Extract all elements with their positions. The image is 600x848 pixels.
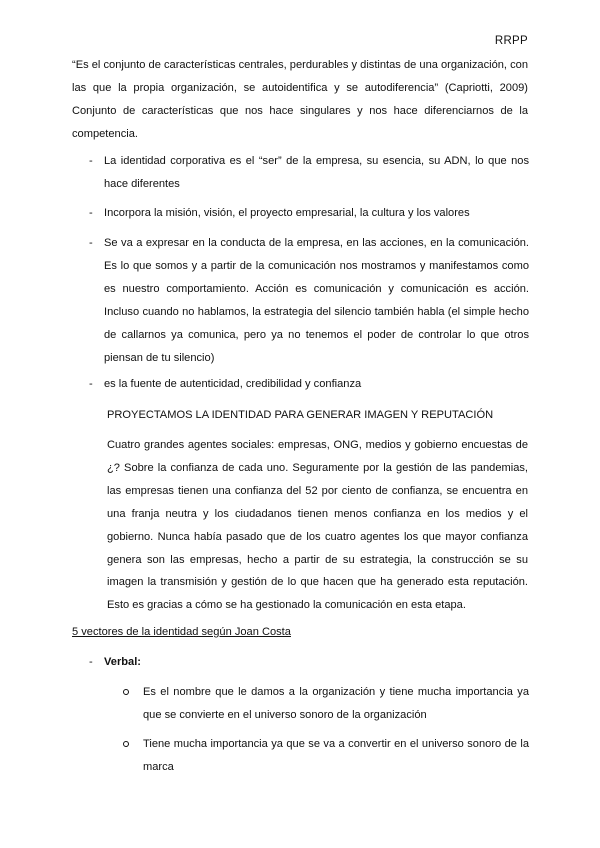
- dash-marker: -: [89, 656, 93, 668]
- bullet-text: Incorpora la misión, visión, el proyecto empresarial, la cultura y los valores: [104, 207, 470, 219]
- section-heading: PROYECTAMOS LA IDENTIDAD PARA GENERAR IMAGEN Y REPUTACIÓN: [107, 409, 494, 421]
- circle-bullet-icon: [123, 689, 129, 695]
- page-header: RRPP: [494, 35, 528, 47]
- sub-item-text: Tiene mucha importancia ya que se va a convertir en el universo sonoro de la marca: [143, 738, 529, 773]
- bullet-text: es la fuente de autenticidad, credibilidad y confianza: [104, 378, 362, 390]
- sub-item-text: Es el nombre que le damos a la organización y tiene mucha importancia ya que se convierte en el universo sonoro de la organización: [143, 686, 529, 721]
- section-paragraph: Cuatro grandes agentes sociales: empresas, ONG, medios y gobierno encuestas de ¿? Sobre la confianza de cada uno. Seguramente por la gestión de las pandemias, las empresas tienen una confianza del 52 por ciento de confianza, se encuentra en una franja neutra y los ciudadanos tienen menos confianza en los medios y el gobierno. Nunca había pasado que de los cuatro agentes los que mayor confianza genera son las empresas, hecho a partir de su estrategia, la construcción se su imagen la transmisión y gestión de lo que hacen que ha generado esta reputación. Esto es gracias a cómo se ha gestionado la comunicación en esta etapa.: [107, 439, 528, 612]
- dash-marker: -: [89, 378, 93, 390]
- vectors-title: 5 vectores de la identidad según Joan Costa: [72, 626, 291, 638]
- intro-paragraph: “Es el conjunto de características centrales, perdurables y distintas de una organización, con las que la propia organización, se autoidentifica y se autodiferencia” (Capriotti, 2009) Conjunto de características que nos hace singulares y nos hace diferenciarnos de la competencia.: [72, 59, 528, 140]
- dash-marker: -: [89, 207, 93, 219]
- vector-label-verbal: Verbal:: [104, 656, 141, 668]
- dash-marker: -: [89, 237, 93, 249]
- circle-bullet-icon: [123, 741, 129, 747]
- bullet-text: La identidad corporativa es el “ser” de la empresa, su esencia, su ADN, lo que nos hace diferentes: [104, 155, 529, 190]
- dash-marker: -: [89, 155, 93, 167]
- bullet-text: Se va a expresar en la conducta de la empresa, en las acciones, en la comunicación. Es lo que somos y a partir de la comunicación nos mostramos y manifestamos como es nuestro comportamiento. Acción es comunicación y comunicación es acción. Incluso cuando no hablamos, la estrategia del silencio también habla (el simple hecho de callarnos ya comunica, pero ya no tenemos el poder de controlar lo que otros piensan de tu silencio): [104, 237, 529, 364]
